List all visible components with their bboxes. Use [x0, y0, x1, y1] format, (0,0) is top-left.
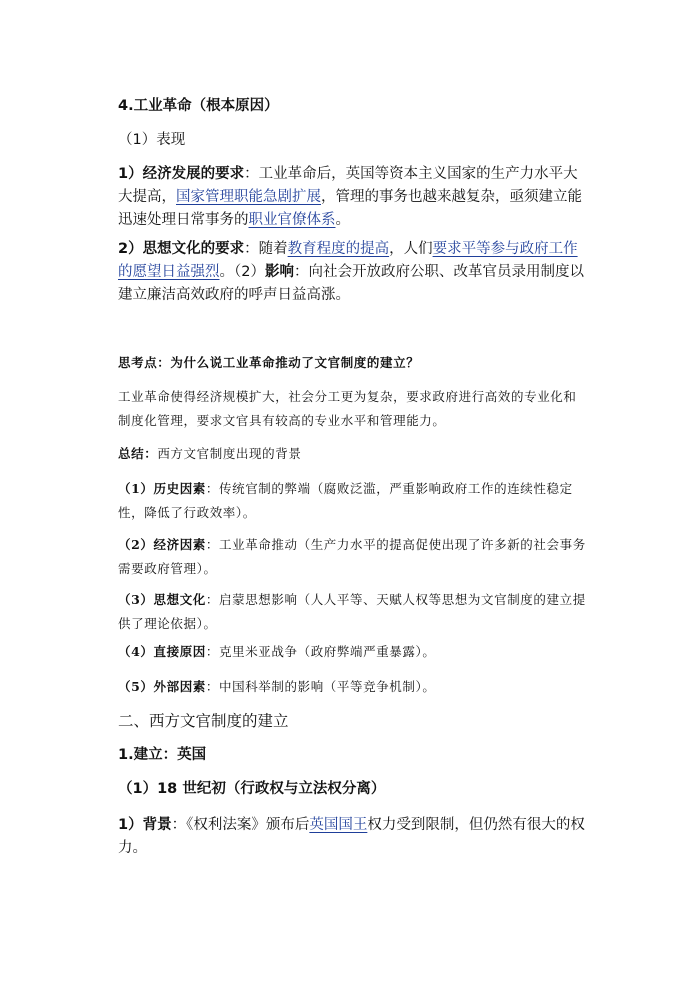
paragraph-economic-requirement [118, 163, 588, 232]
text-run: 权力受到限制，但仍然有很大的权力。 [118, 817, 585, 856]
text-run: ，管理的事务也越来越复杂，亟须建立能迅速处理日常事务的 [118, 189, 582, 228]
paragraph-ideological-requirement [118, 238, 588, 307]
item-label: 外部因素 [153, 679, 206, 694]
heading-industrial-revolution [118, 95, 588, 118]
summary-item [118, 533, 588, 581]
heading-text: 1.建立：英国 [118, 747, 207, 763]
summary-label: 总结： [118, 446, 158, 461]
summary-item [118, 588, 588, 636]
heading-text: （1）18 世纪初（行政权与立法权分离） [118, 781, 386, 797]
summary-item [118, 675, 588, 699]
section-heading [118, 710, 588, 733]
paragraph-label: 1）背景 [118, 817, 172, 833]
think-point-answer [118, 385, 588, 433]
summary-item [118, 640, 588, 664]
underlined-text: 要求平等参与政府工作的愿望日益强烈 [118, 241, 578, 280]
heading-text: 4.工业革命（根本原因） [118, 98, 279, 114]
text-run: 。 [335, 212, 350, 228]
item-number: （5） [118, 679, 154, 694]
underlined-text: 国家管理职能急剧扩展 [176, 189, 321, 205]
heading-text: （1）表现 [118, 132, 186, 148]
item-text: ：工业革命推动（生产力水平的提高促使出现了许多新的社会事务需要政府管理）。 [118, 537, 586, 576]
item-text: ：启蒙思想影响（人人平等、天赋人权等思想为文官制度的建立提供了理论依据）。 [118, 592, 586, 631]
text-run: ，人们 [389, 241, 433, 257]
summary-text: 西方文官制度出现的背景 [157, 446, 302, 461]
heading-18th-century [118, 778, 588, 801]
heading-text: 二、西方文官制度的建立 [118, 712, 289, 730]
paragraph-label: 2）思想文化的要求 [118, 241, 245, 257]
item-number: （2） [118, 537, 154, 552]
text-run: 。（2） [219, 264, 265, 280]
underlined-text: 英国国王 [309, 817, 368, 833]
item-number: （3） [118, 592, 154, 607]
item-text: ：中国科举制的影响（平等竞争机制）。 [205, 679, 436, 694]
item-number: （4） [118, 644, 154, 659]
summary-item [118, 477, 588, 525]
heading-performance [118, 129, 588, 152]
paragraph-label: 1）经济发展的要求 [118, 166, 245, 182]
think-point-question [118, 351, 588, 375]
heading-establishment [118, 744, 588, 767]
summary-heading [118, 442, 588, 466]
text-run: ：随着 [244, 241, 288, 257]
answer-text: 工业革命使得经济规模扩大，社会分工更为复杂，要求政府进行高效的专业化和制度化管理，要求文官具有较高的专业水平和管理能力。 [118, 389, 577, 428]
item-text: ：传统官制的弊端（腐败泛滥，严重影响政府工作的连续性稳定性，降低了行政效率）。 [118, 481, 573, 520]
item-label: 思想文化 [153, 592, 206, 607]
text-run: ：工业革命后，英国等资本主义国家的生产力水平大大提高， [118, 166, 578, 205]
item-number: （1） [118, 481, 154, 496]
text-run: ：《权利法案》颁布后 [171, 817, 310, 833]
underlined-text: 职业官僚体系 [248, 212, 336, 228]
underlined-text: 教育程度的提高 [287, 241, 390, 257]
item-label: 直接原因 [153, 644, 206, 659]
text-run: ：向社会开放政府公职、改革官员录用制度以建立廉洁高效政府的呼声日益高涨。 [118, 264, 584, 303]
think-point-label: 思考点：为什么说工业革命推动了文官制度的建立？ [118, 355, 420, 370]
item-label: 历史因素 [153, 481, 206, 496]
item-text: ：克里米亚战争（政府弊端严重暴露）。 [205, 644, 436, 659]
item-label: 经济因素 [153, 537, 206, 552]
paragraph-label: 影响 [264, 264, 294, 280]
paragraph-background [118, 814, 588, 860]
